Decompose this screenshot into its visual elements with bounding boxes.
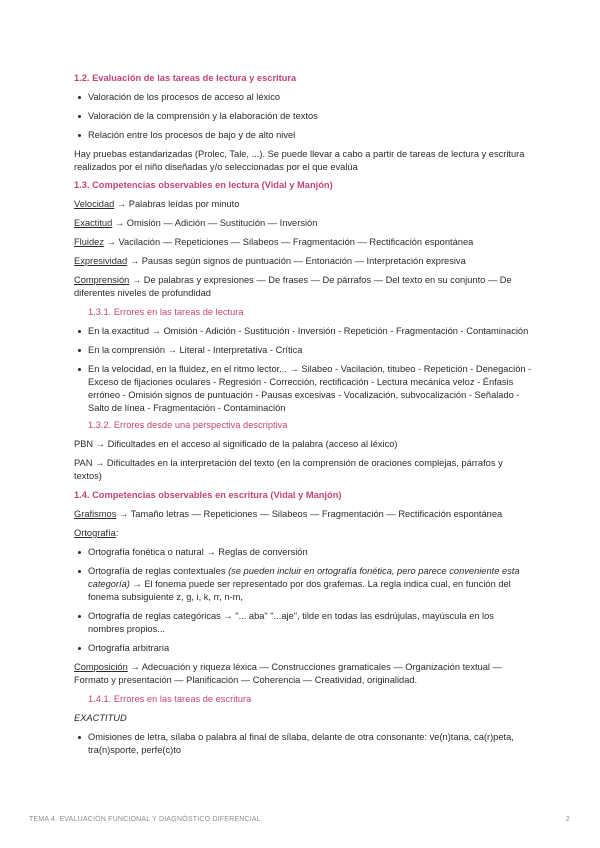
term-comprension: Comprensión [74,275,130,285]
section-heading-1-3: 1.3. Competencias observables en lectura (Vidal y Manjón) [74,180,333,190]
term-ortografia: Ortografía [74,528,116,538]
row-text: → Adecuación y riqueza léxica — Construcciones gramaticales — Organización textual — Formato y presentación — Planificación — Coherencia — Creatividad, originalidad. [74,662,502,685]
list-ortografia [74,546,532,655]
item-note: (se pueden incluir en ortografía fonética, pero parece conveniente esta categoría) [88,566,520,589]
row-expresividad [74,255,532,268]
term-expresividad: Expresividad [74,256,128,266]
row-text: → Vacilación — Repeticiones — Silabeos — Fragmentación — Rectificación espontánea [103,237,474,247]
list-item: Ortografía arbitraria [88,642,532,655]
row-ortografia [74,527,532,540]
list-item: Relación entre los procesos de bajo y de alto nivel [88,129,532,142]
term-velocidad: Velocidad [74,199,115,209]
term-grafismos: Grafismos [74,509,117,519]
paragraph-pruebas: Hay pruebas estandarizadas (Prolec, Tale, ...). Se puede llevar a cabo a partir de tareas de lectura y escritura realizados por el niño diseñadas y/o seleccionadas por el que evalúa [74,149,525,172]
row-grafismos [74,508,532,521]
term-composicion: Composición [74,662,128,672]
subsection-heading-1-3-2: 1.3.2. Errores desde una perspectiva descriptiva [88,420,288,430]
list-item: Valoración de los procesos de acceso al léxico [88,91,532,104]
list-item: En la velocidad, en la fluidez, en el ritmo lector... → Silabeo - Vacilación, titubeo - Repetición - Denegación - Exceso de fijaciones oculares - Regresión - Corrección, rectificación - Lectura mecánica veloz - Énfasis erróneo - Omisión signos de puntuación - Pausas excesivas - Vocalización, subvocalización - Señalado - Salto de línea - Fragmentación - Contaminación [88,364,532,413]
list-item: Ortografía fonética o natural → Reglas de conversión [88,546,532,559]
list-item: Omisiones de letra, sílaba o palabra al final de sílaba, delante de otra consonante: ve(n)tana, ca(r)peta, tra(n)sporte, perfe(c)to [88,731,532,757]
row-text: : [115,528,119,538]
list-item: Valoración de la comprensión y la elaboración de textos [88,110,532,123]
list-item [88,565,532,604]
list-item: Ortografía de reglas categóricas → "... aba" "...aje", tilde en todas las esdrújulas, mayúscula en los nombres propios... [88,610,532,636]
row-velocidad [74,198,532,211]
list-1-3-1 [74,325,532,415]
item-text: → El fonema puede ser representado por dos grafemas. La regla indica cual, en función del fonema subsiguiente z, g, i, k, rr, n-m, [88,579,511,602]
row-text: → Tamaño letras — Repeticiones — Silabeos — Fragmentación — Rectificación espontánea [116,509,503,519]
row-text: → Pausas según signos de puntuación — Entonación — Interpretación expresiva [127,256,466,266]
row-text: → Omisión — Adición — Sustitución — Inversión [112,218,318,228]
paragraph-pbn: PBN → Dificultades en el acceso al significado de la palabra (acceso al léxico) [74,439,398,449]
list-1-2 [74,91,532,142]
item-text: Ortografía de reglas contextuales [88,566,229,576]
list-1-4-1 [74,731,532,757]
page-content [74,72,532,763]
list-item: En la comprensión → Literal - Interpretativa - Crítica [88,344,532,357]
section-heading-1-2: 1.2. Evaluación de las tareas de lectura y escritura [74,73,297,83]
subsection-heading-1-4-1: 1.4.1. Errores en las tareas de escritura [88,694,252,704]
term-fluidez: Fluidez [74,237,104,247]
subsection-heading-1-3-1: 1.3.1. Errores en las tareas de lectura [88,307,244,317]
row-text: → Palabras leídas por minuto [114,199,240,209]
paragraph-pan: PAN → Dificultades en la interpretación del texto (en la comprensión de oraciones complejas, párrafos y textos) [74,458,503,481]
section-heading-1-4: 1.4. Competencias observables en escritura (Vidal y Manjón) [74,490,342,500]
footer-title: TEMA 4. EVALUACIÓN FUNCIONAL Y DIAGNÓSTICO DIFERENCIAL [29,816,261,823]
list-item: En la exactitud → Omisión - Adición - Sustitución - Inversión - Repetición - Fragmentación - Contaminación [88,325,532,338]
label-exactitud: EXACTITUD [74,713,127,723]
row-fluidez [74,236,532,249]
term-exactitud: Exactitud [74,218,113,228]
row-exactitud [74,217,532,230]
row-composicion [74,661,532,687]
page-number: 2 [565,816,570,823]
row-text: → De palabras y expresiones — De frases — De párrafos — Del texto en su conjunto — De diferentes niveles de profundidad [74,275,512,298]
page-footer [29,813,570,826]
row-comprension [74,274,532,300]
